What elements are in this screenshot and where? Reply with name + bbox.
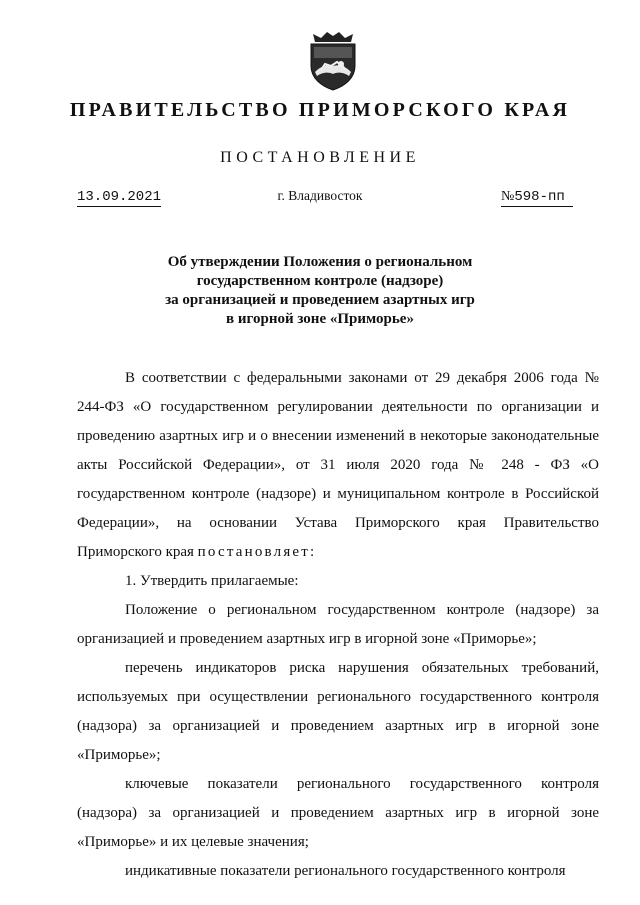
paragraph-risk-indicators: перечень индикаторов риска нарушения обязательных требований, используемых при осуществлении регионального государственного контроля (надзора) за организацией и проведением азартных игр в игорной зоне «Приморье»; [77, 660, 599, 763]
document-type: ПОСТАНОВЛЕНИЕ [220, 149, 420, 166]
document-heading [0, 253, 640, 329]
government-title: ПРАВИТЕЛЬСТВО ПРИМОРСКОГО КРАЯ [69, 99, 571, 121]
document-city: г. Владивосток [277, 188, 363, 203]
paragraph-item-1: 1. Утвердить прилагаемые: [125, 573, 299, 589]
number-sign: № [501, 189, 515, 204]
resolves-word: постановляет: [197, 544, 317, 560]
paragraph-regulation: Положение о региональном государственном контроле (надзоре) за организацией и проведением азартных игр в игорной зоне «Приморье»; [77, 602, 599, 647]
document-number [501, 189, 573, 207]
number-value: 598-пп [514, 189, 565, 205]
heading-line: государственном контроле (надзоре) [196, 273, 444, 289]
document-date: 13.09.2021 [77, 189, 162, 205]
paragraph-preamble [77, 364, 599, 567]
preamble-text: В соответствии с федеральными законами от 29 декабря 2006 года № 244-ФЗ «О государственном регулировании деятельности по организации и проведению азартных игр и о внесении изменений в некоторые законодательные акты Российской Федерации», от 31 июля 2020 года № 248 - ФЗ «О государственном контроле (надзоре) и муниципальном контроле в Российской Федерации», на основании Устава Приморского края Правительство Приморского края [77, 370, 599, 560]
paragraph-indicative-indicators: индикативные показатели регионального государственного контроля [125, 863, 566, 879]
heading-line: в игорной зоне «Приморье» [226, 311, 414, 327]
paragraph-key-indicators: ключевые показатели регионального государственного контроля (надзора) за организацией и проведением азартных игр в игорной зоне «Приморье» и их целевые значения; [77, 776, 599, 850]
heading-line: Об утверждении Положения о региональном [167, 254, 473, 270]
coat-of-arms-emblem [301, 28, 365, 92]
document-body [77, 364, 599, 886]
heading-line: за организацией и проведением азартных игр [165, 292, 475, 308]
